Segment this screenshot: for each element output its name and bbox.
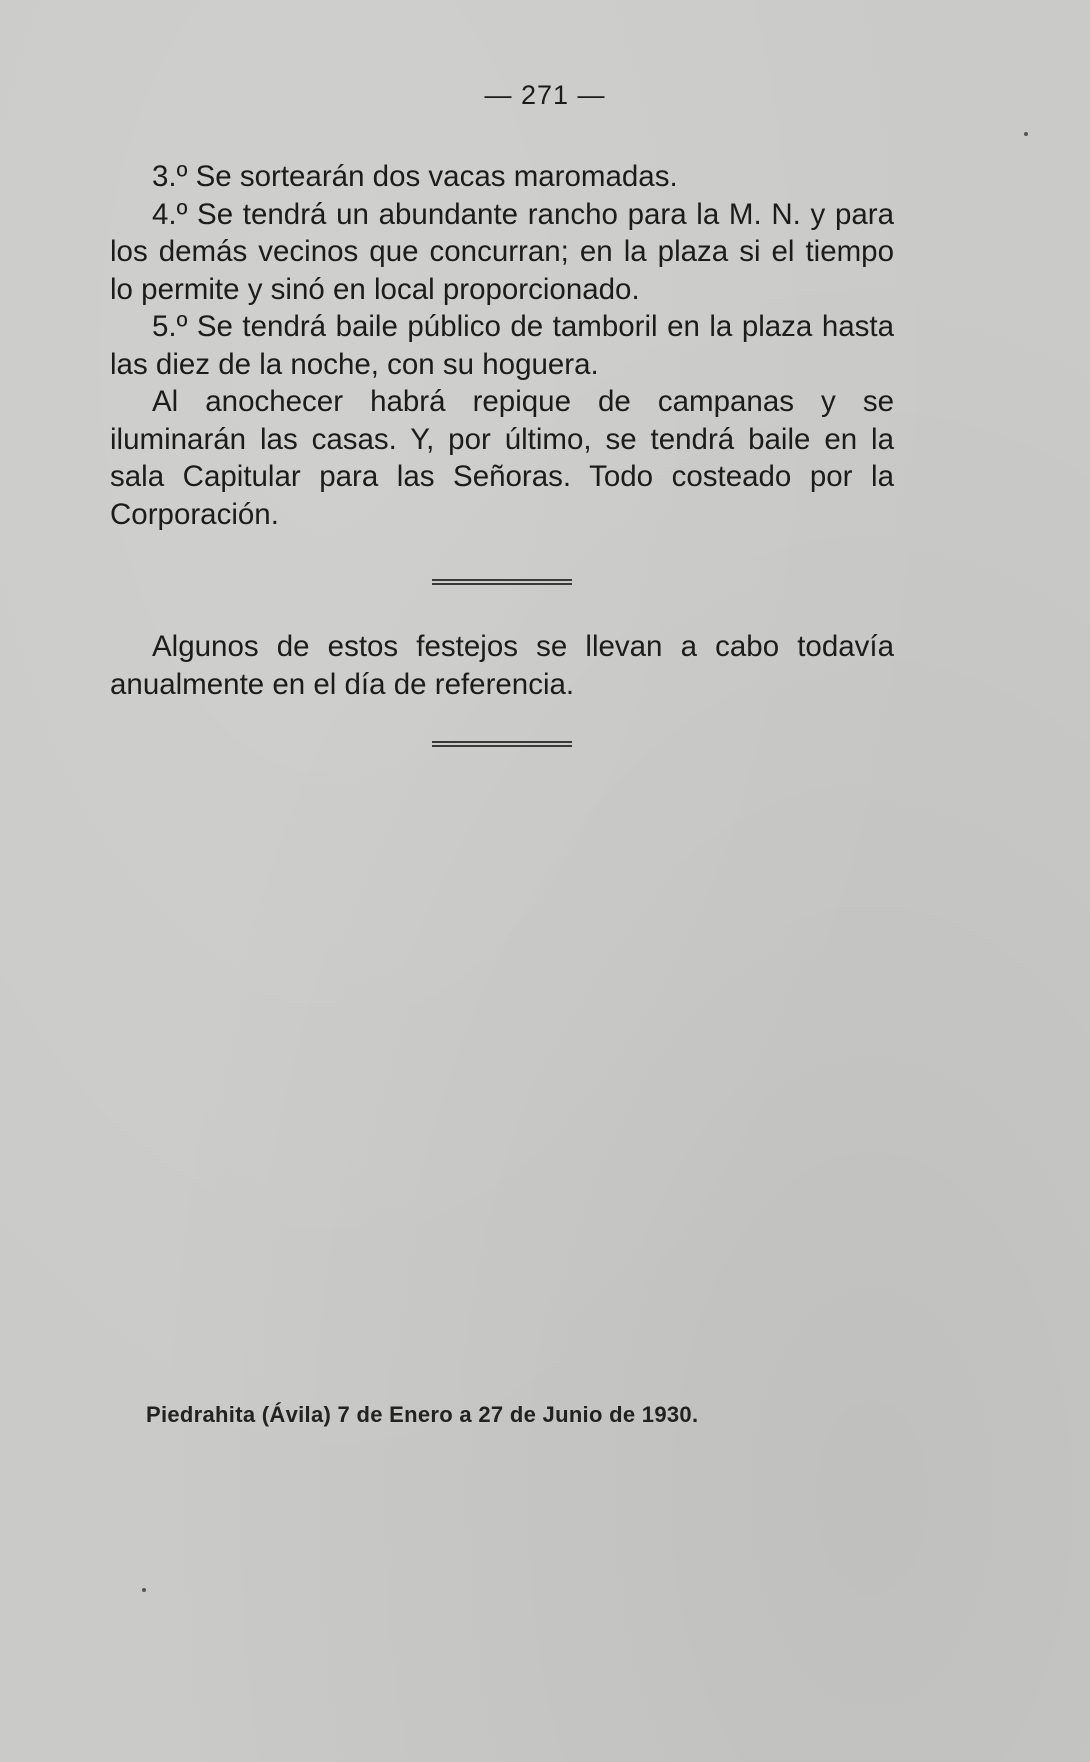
paragraph-note: Algunos de estos festejos se llevan a cabo todavía anualmente en el día de referencia. xyxy=(110,630,894,701)
page-number: — 271 — xyxy=(484,80,606,110)
double-rule-divider xyxy=(432,741,572,747)
main-text xyxy=(110,158,894,533)
paper-speck xyxy=(142,1588,146,1592)
paragraph-item-4: 4.º Se tendrá un abundante rancho para la M. N. y para los demás vecinos que concurran; en la plaza si el tiempo lo permite y sinó en local proporcionado. xyxy=(110,197,894,306)
paper-speck xyxy=(1024,132,1028,136)
imprint-line: Piedrahita (Ávila) 7 de Enero a 27 de Junio de 1930. xyxy=(146,1402,699,1427)
paragraph-item-3: 3.º Se sortearán dos vacas maromadas. xyxy=(152,160,678,193)
note-text xyxy=(110,628,894,703)
paragraph-closing: Al anochecer habrá repique de campanas y se iluminarán las casas. Y, por último, se tendrá baile en la sala Capitular para las Señoras. Todo costeado por la Corporación. xyxy=(110,385,894,531)
double-rule-divider xyxy=(432,579,572,585)
paragraph-item-5: 5.º Se tendrá baile público de tamboril en la plaza hasta las diez de la noche, con su hoguera. xyxy=(110,310,894,381)
